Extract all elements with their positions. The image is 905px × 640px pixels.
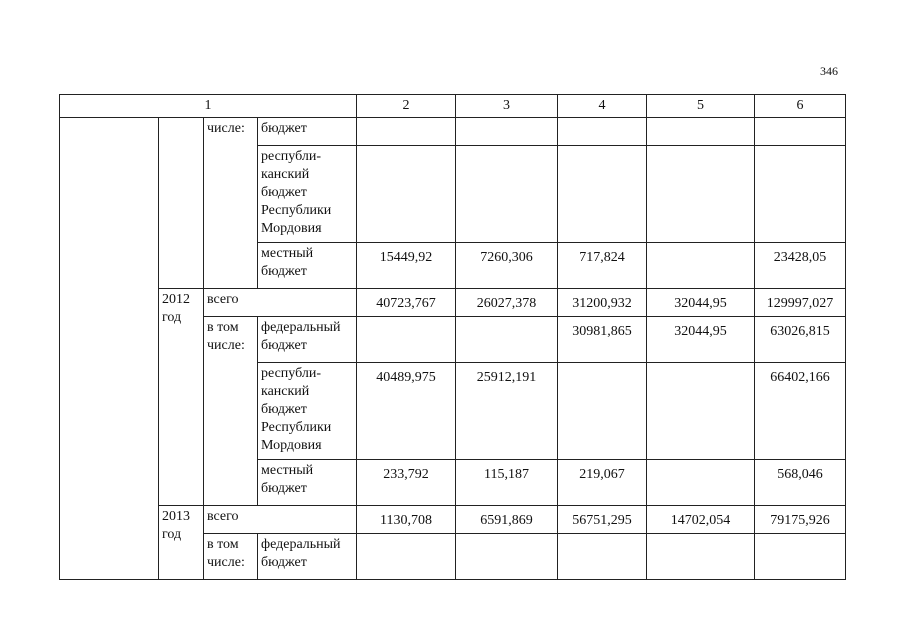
value-cell	[456, 317, 558, 363]
value-cell: 79175,926	[755, 506, 846, 534]
value-cell	[647, 243, 755, 289]
table-row	[60, 289, 846, 317]
value-cell	[647, 146, 755, 243]
value-cell: 31200,932	[558, 289, 647, 317]
value-cell: 30981,865	[558, 317, 647, 363]
type-cell: числе:	[204, 118, 258, 289]
budget-table	[59, 94, 846, 580]
value-cell	[357, 317, 456, 363]
value-cell	[647, 534, 755, 580]
value-cell	[558, 146, 647, 243]
year-cell: 2012 год	[159, 289, 204, 506]
budget-type-cell: республи- канский бюджет Республики Мордовия	[258, 363, 357, 460]
header-cell: 4	[558, 95, 647, 118]
value-cell: 40489,975	[357, 363, 456, 460]
value-cell: 66402,166	[755, 363, 846, 460]
total-label-cell: всего	[204, 289, 357, 317]
value-cell: 15449,92	[357, 243, 456, 289]
value-cell: 219,067	[558, 460, 647, 506]
value-cell	[647, 460, 755, 506]
value-cell: 7260,306	[456, 243, 558, 289]
value-cell: 115,187	[456, 460, 558, 506]
value-cell: 26027,378	[456, 289, 558, 317]
value-cell: 6591,869	[456, 506, 558, 534]
budget-type-cell: федеральный бюджет	[258, 317, 357, 363]
value-cell	[357, 534, 456, 580]
value-cell: 40723,767	[357, 289, 456, 317]
value-cell	[456, 118, 558, 146]
value-cell	[558, 534, 647, 580]
value-cell: 56751,295	[558, 506, 647, 534]
header-row	[60, 95, 846, 118]
year-cell	[159, 118, 204, 289]
value-cell	[647, 363, 755, 460]
value-cell	[755, 146, 846, 243]
type-cell: в том числе:	[204, 317, 258, 506]
header-cell: 5	[647, 95, 755, 118]
total-label-cell: всего	[204, 506, 357, 534]
value-cell	[456, 146, 558, 243]
value-cell: 23428,05	[755, 243, 846, 289]
value-cell	[558, 363, 647, 460]
header-cell: 6	[755, 95, 846, 118]
value-cell	[558, 118, 647, 146]
value-cell: 717,824	[558, 243, 647, 289]
value-cell	[357, 146, 456, 243]
value-cell: 129997,027	[755, 289, 846, 317]
budget-type-cell: местный бюджет	[258, 243, 357, 289]
program-cell	[60, 118, 159, 580]
header-cell: 3	[456, 95, 558, 118]
table-row	[60, 118, 846, 146]
page-number: 346	[820, 64, 838, 78]
value-cell	[755, 534, 846, 580]
value-cell: 32044,95	[647, 317, 755, 363]
budget-type-cell: федеральный бюджет	[258, 534, 357, 580]
value-cell: 14702,054	[647, 506, 755, 534]
year-cell: 2013 год	[159, 506, 204, 580]
table-row	[60, 506, 846, 534]
value-cell: 568,046	[755, 460, 846, 506]
value-cell: 1130,708	[357, 506, 456, 534]
budget-type-cell: местный бюджет	[258, 460, 357, 506]
value-cell: 63026,815	[755, 317, 846, 363]
value-cell	[755, 118, 846, 146]
value-cell: 32044,95	[647, 289, 755, 317]
value-cell	[456, 534, 558, 580]
value-cell: 25912,191	[456, 363, 558, 460]
header-cell: 2	[357, 95, 456, 118]
budget-type-cell: бюджет	[258, 118, 357, 146]
type-cell: в том числе:	[204, 534, 258, 580]
value-cell	[647, 118, 755, 146]
budget-type-cell: республи- канский бюджет Республики Мордовия	[258, 146, 357, 243]
value-cell	[357, 118, 456, 146]
header-cell: 1	[60, 95, 357, 118]
value-cell: 233,792	[357, 460, 456, 506]
